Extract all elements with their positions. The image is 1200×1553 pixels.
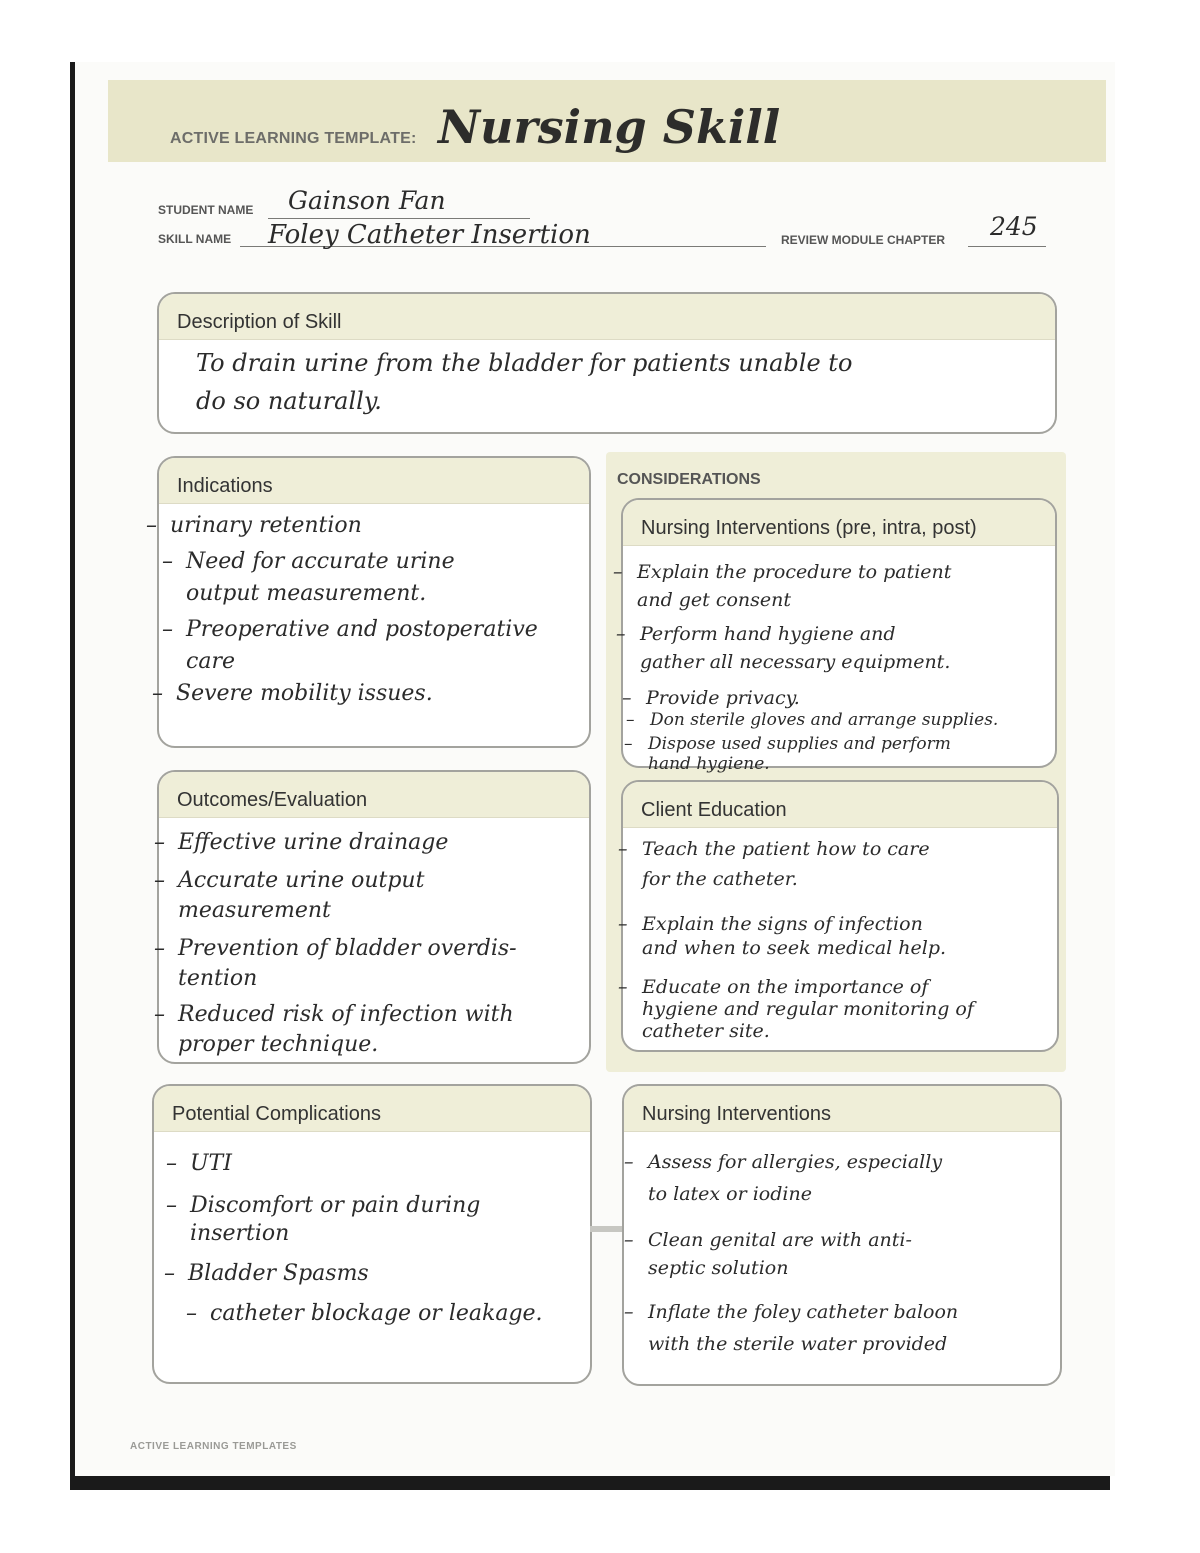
- review-chapter-value: 245: [990, 212, 1038, 241]
- list-item: – Reduced risk of infection with proper technique.: [178, 1000, 514, 1060]
- outcomes-heading: Outcomes/Evaluation: [159, 772, 589, 818]
- list-item: – urinary retention: [170, 510, 362, 542]
- review-chapter-line: [968, 246, 1046, 247]
- list-item: – Educate on the importance of hygiene and regular monitoring of catheter site.: [642, 976, 974, 1042]
- list-item: – Explain the procedure to patient and get consent: [637, 558, 951, 614]
- list-item: – Perform hand hygiene and gather all necessary equipment.: [640, 620, 950, 676]
- list-item: – Explain the signs of infection and when to seek medical help.: [642, 912, 946, 960]
- list-item: – Bladder Spasms: [188, 1260, 369, 1288]
- list-item: – Clean genital are with anti- septic solution: [648, 1226, 912, 1282]
- student-name-line: [268, 218, 530, 219]
- student-name-label: STUDENT NAME: [158, 203, 254, 217]
- list-item: – Assess for allergies, especially to latex or iodine: [648, 1146, 942, 1210]
- list-item: – catheter blockage or leakage.: [210, 1300, 543, 1328]
- list-item: – Effective urine drainage: [178, 828, 448, 858]
- list-item: – Need for accurate urine output measurement.: [186, 546, 455, 610]
- student-name-value: Gainson Fan: [288, 186, 446, 215]
- list-item: – Provide privacy.: [646, 688, 800, 708]
- list-item: – Don sterile gloves and arrange supplies.: [650, 710, 998, 730]
- nursing-interventions-ppp-heading: Nursing Interventions (pre, intra, post): [623, 500, 1055, 546]
- client-education-heading: Client Education: [623, 782, 1057, 828]
- skill-name-value: Foley Catheter Insertion: [268, 220, 591, 250]
- list-item: – Preoperative and postoperative care: [186, 614, 538, 678]
- complications-heading: Potential Complications: [154, 1086, 590, 1132]
- list-item: – Dispose used supplies and perform hand hygiene.: [648, 734, 951, 774]
- scan-edge-bottom: [70, 1476, 1110, 1490]
- review-chapter-label: REVIEW MODULE CHAPTER: [781, 233, 946, 247]
- description-text: To drain urine from the bladder for patients unable to do so naturally.: [196, 349, 853, 415]
- list-item: – Discomfort or pain during insertion: [190, 1192, 480, 1248]
- footer-text: ACTIVE LEARNING TEMPLATES: [130, 1441, 297, 1452]
- skill-name-label: SKILL NAME: [158, 232, 232, 246]
- list-item: – Accurate urine output measurement: [178, 866, 424, 926]
- considerations-label: CONSIDERATIONS: [617, 471, 761, 488]
- list-item: – Teach the patient how to care for the catheter.: [642, 834, 930, 894]
- page-title: Nursing Skill: [438, 100, 781, 154]
- list-item: – Inflate the foley catheter baloon with the sterile water provided: [648, 1296, 958, 1360]
- list-item: – Severe mobility issues.: [176, 678, 433, 710]
- box-connector: [590, 1226, 624, 1232]
- list-item: – Prevention of bladder overdis- tention: [178, 934, 517, 994]
- nursing-interventions-heading: Nursing Interventions: [624, 1086, 1060, 1132]
- list-item: – UTI: [190, 1150, 232, 1178]
- description-heading: Description of Skill: [159, 294, 1055, 340]
- indications-heading: Indications: [159, 458, 589, 504]
- template-prefix: ACTIVE LEARNING TEMPLATE:: [170, 130, 417, 147]
